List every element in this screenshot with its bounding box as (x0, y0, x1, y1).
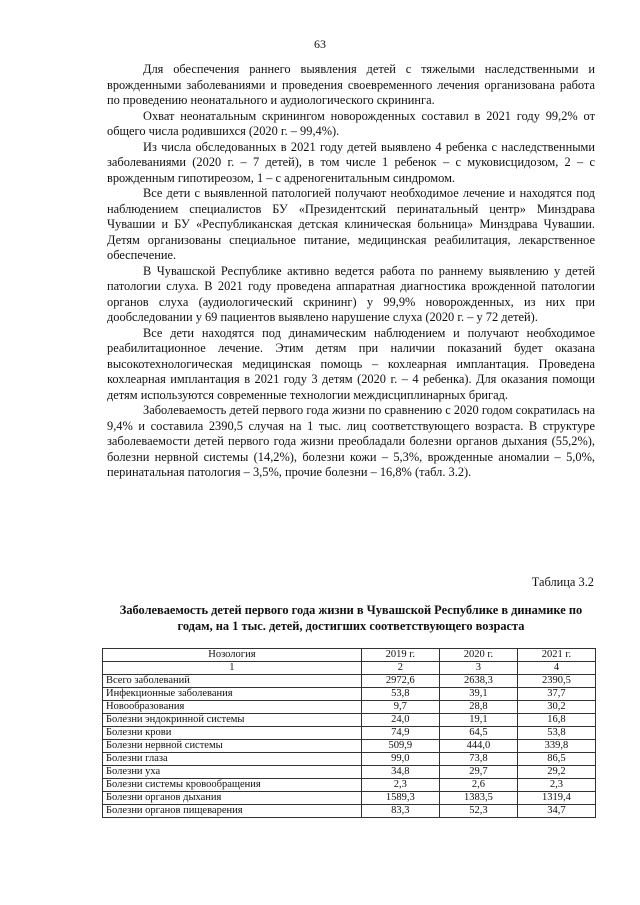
cell-2019: 24,0 (361, 714, 439, 727)
paragraph-coverage: Охват неонатальным скринингом новорожденных составил в 2021 году 99,2% от общего числа родившихся (2020 г. – 99,4%). (107, 108, 595, 138)
cell-2019: 83,3 (361, 805, 439, 818)
cell-2019: 509,9 (361, 740, 439, 753)
cell-2020: 28,8 (439, 701, 517, 714)
column-number: 2 (361, 662, 439, 675)
cell-2021: 1319,4 (517, 792, 595, 805)
cell-2019: 9,7 (361, 701, 439, 714)
table-label: Таблица 3.2 (531, 575, 594, 589)
paragraph-hereditary: Из числа обследованных в 2021 году детей выявлено 4 ребенка с наследственными заболеваниями (2020 г. – 7 детей), в том числе 1 ребенок – с муковисцидозом, 2 – с врожденным гипотиреозом, 1 – с адреногенитальным синдромом. (107, 139, 595, 185)
table-row (103, 727, 596, 740)
column-number: 1 (103, 662, 362, 675)
cell-2019: 2972,6 (361, 675, 439, 688)
cell-2021: 2390,5 (517, 675, 595, 688)
column-number: 4 (517, 662, 595, 675)
row-label: Болезни глаза (103, 753, 362, 766)
table-row (103, 805, 596, 818)
paragraph-screening: Для обеспечения раннего выявления детей с тяжелыми наследственными и врожденными заболеваниями и проведения своевременного лечения организована работа по проведению неонатального и аудиологического скрининга. (107, 62, 595, 107)
cell-2020: 52,3 (439, 805, 517, 818)
cell-2019: 74,9 (361, 727, 439, 740)
table-row (103, 766, 596, 779)
cell-2020: 39,1 (439, 688, 517, 701)
cell-2021: 339,8 (517, 740, 595, 753)
cell-2019: 53,8 (361, 688, 439, 701)
cell-2020: 73,8 (439, 753, 517, 766)
paragraph-hearing: В Чувашской Республике активно ведется работа по раннему выявлению у детей патологии слуха. В 2021 году проведена аппаратная диагностика врожденной патологии органов слуха (аудиологический скрининг) у 99,9% новорожденных, из них при дообследовании у 69 пациентов выявлено нарушение слуха (2020 г. – у 72 детей). (107, 263, 595, 324)
cell-2019: 99,0 (361, 753, 439, 766)
table-title: Заболеваемость детей первого года жизни в Чувашской Республике в динамике по годам, на 1 тыс. детей, достигших соответствующего возраста (119, 603, 583, 633)
paragraph-implantation: Все дети находятся под динамическим наблюдением и получают необходимое реабилитационное лечение. Этим детям при наличии показаний будет оказана высокотехнологическая медицинская помощь – кохлеарная имплантация. Проведена кохлеарная имплантация в 2021 году 3 детям (2020 г. – 4 ребенка). Для оказания помощи детям используются современные технологии междисциплинарных бригад. (107, 325, 595, 402)
table-row (103, 714, 596, 727)
row-label: Болезни крови (103, 727, 362, 740)
table-row (103, 779, 596, 792)
header-2019: 2019 г. (361, 649, 439, 662)
column-number-row (103, 662, 596, 675)
cell-2021: 16,8 (517, 714, 595, 727)
table-row (103, 740, 596, 753)
row-label: Болезни органов пищеварения (103, 805, 362, 818)
row-label: Болезни системы кровообращения (103, 779, 362, 792)
header-nosology: Нозология (103, 649, 362, 662)
table-row (103, 688, 596, 701)
cell-2021: 53,8 (517, 727, 595, 740)
cell-2019: 2,3 (361, 779, 439, 792)
row-label: Болезни эндокринной системы (103, 714, 362, 727)
table-row (103, 675, 596, 688)
cell-2021: 29,2 (517, 766, 595, 779)
cell-2019: 34,8 (361, 766, 439, 779)
cell-2020: 29,7 (439, 766, 517, 779)
body-text (107, 62, 595, 481)
table-row (103, 792, 596, 805)
cell-2020: 64,5 (439, 727, 517, 740)
row-label: Болезни уха (103, 766, 362, 779)
cell-2021: 37,7 (517, 688, 595, 701)
table-row (103, 753, 596, 766)
cell-2020: 19,1 (439, 714, 517, 727)
paragraph-morbidity: Заболеваемость детей первого года жизни по сравнению с 2020 годом сократилась на 9,4% и составила 2390,5 случая на 1 тыс. лиц соответствующего возраста. В структуре заболеваемости детей первого года жизни преобладали болезни органов дыхания (55,2%), болезни нервной системы (14,2%), болезни кожи – 5,3%, врожденные аномалии – 5,0%, перинатальная патология – 3,5%, прочие болезни – 16,8% (табл. 3.2). (107, 403, 595, 479)
cell-2021: 2,3 (517, 779, 595, 792)
row-label: Болезни органов дыхания (103, 792, 362, 805)
table-row (103, 701, 596, 714)
row-label: Новообразования (103, 701, 362, 714)
morbidity-table (102, 648, 596, 818)
page-number: 63 (314, 37, 326, 51)
cell-2019: 1589,3 (361, 792, 439, 805)
row-label: Всего заболеваний (103, 675, 362, 688)
cell-2021: 34,7 (517, 805, 595, 818)
header-2021: 2021 г. (517, 649, 595, 662)
cell-2020: 2,6 (439, 779, 517, 792)
cell-2021: 30,2 (517, 701, 595, 714)
cell-2020: 1383,5 (439, 792, 517, 805)
cell-2020: 2638,3 (439, 675, 517, 688)
column-number: 3 (439, 662, 517, 675)
table-header-row (103, 649, 596, 662)
paragraph-treatment: Все дети с выявленной патологией получают необходимое лечение и находятся под наблюдением специалистов БУ «Президентский перинатальный центр» Минздрава Чувашии и БУ «Республиканская детская клиническая больница» Минздрава Чувашии. Детям организованы специальное питание, медицинская реабилитация, лекарственное обеспечение. (107, 186, 595, 262)
cell-2020: 444,0 (439, 740, 517, 753)
header-2020: 2020 г. (439, 649, 517, 662)
row-label: Болезни нервной системы (103, 740, 362, 753)
row-label: Инфекционные заболевания (103, 688, 362, 701)
cell-2021: 86,5 (517, 753, 595, 766)
